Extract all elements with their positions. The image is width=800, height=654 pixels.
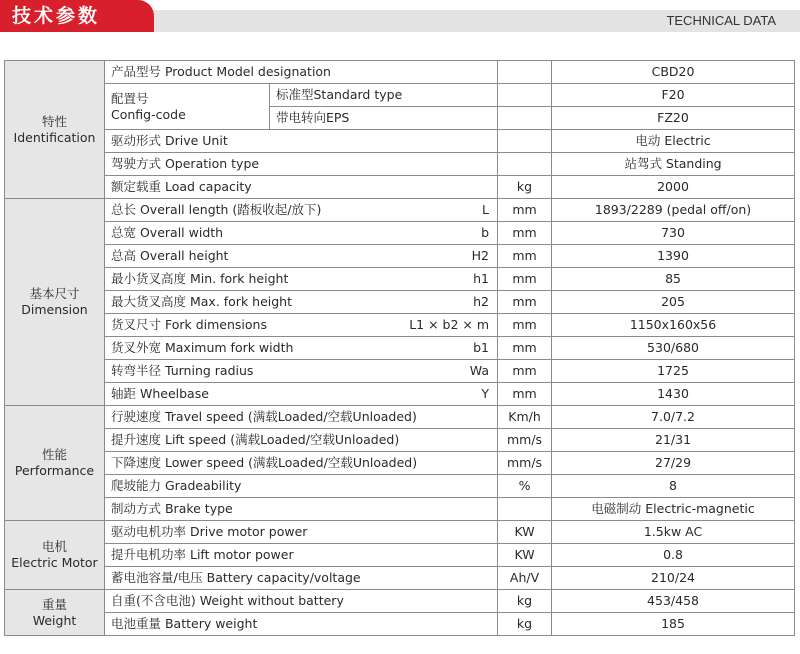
row-value: 1.5kw AC xyxy=(552,521,795,544)
table-row xyxy=(5,199,795,222)
row-label: 总宽 Overall width b xyxy=(105,222,498,245)
row-value: 1893/2289 (pedal off/on) xyxy=(552,199,795,222)
table-row xyxy=(5,567,795,590)
row-unit: Ah/V xyxy=(498,567,552,590)
row-value: 7.0/7.2 xyxy=(552,406,795,429)
row-label: 爬坡能力 Gradeability xyxy=(105,475,498,498)
table-row xyxy=(5,360,795,383)
row-unit: KW xyxy=(498,544,552,567)
table-row xyxy=(5,590,795,613)
row-label: 蓄电池容量/电压 Battery capacity/voltage xyxy=(105,567,498,590)
table-row xyxy=(5,521,795,544)
row-value: 2000 xyxy=(552,176,795,199)
table-row xyxy=(5,130,795,153)
row-unit: mm xyxy=(498,360,552,383)
row-unit xyxy=(498,130,552,153)
config-eps-label: 带电转向EPS xyxy=(270,107,498,130)
row-value: 电磁制动 Electric-magnetic xyxy=(552,498,795,521)
row-value: 730 xyxy=(552,222,795,245)
table-row xyxy=(5,153,795,176)
row-value: 1725 xyxy=(552,360,795,383)
page-title: 技术参数 xyxy=(12,5,101,27)
row-unit xyxy=(498,153,552,176)
table-row xyxy=(5,268,795,291)
row-value: 530/680 xyxy=(552,337,795,360)
row-unit: mm xyxy=(498,222,552,245)
page-header xyxy=(0,0,800,36)
row-value: FZ20 xyxy=(552,107,795,130)
table-row xyxy=(5,544,795,567)
table-row xyxy=(5,61,795,84)
row-symbol: b xyxy=(481,225,490,240)
spec-table xyxy=(4,60,795,636)
row-symbol: h1 xyxy=(473,271,490,286)
table-row xyxy=(5,245,795,268)
row-unit: mm xyxy=(498,268,552,291)
row-symbol: h2 xyxy=(473,294,490,309)
group-dimension: 基本尺寸 Dimension xyxy=(5,199,105,406)
row-label: 驱动形式 Drive Unit xyxy=(105,130,498,153)
row-value: 85 xyxy=(552,268,795,291)
row-label: 提升电机功率 Lift motor power xyxy=(105,544,498,567)
row-value: 电动 Electric xyxy=(552,130,795,153)
row-value: 27/29 xyxy=(552,452,795,475)
group-identification: 特性 Identification xyxy=(5,61,105,199)
row-unit: % xyxy=(498,475,552,498)
row-symbol: L1 × b2 × m xyxy=(409,317,490,332)
row-label: 行驶速度 Travel speed (满载Loaded/空载Unloaded) xyxy=(105,406,498,429)
row-unit: Km/h xyxy=(498,406,552,429)
row-unit: mm xyxy=(498,291,552,314)
group-motor: 电机 Electric Motor xyxy=(5,521,105,590)
row-unit xyxy=(498,61,552,84)
page-subtitle: TECHNICAL DATA xyxy=(666,13,776,28)
row-unit xyxy=(498,84,552,107)
row-label: 转弯半径 Turning radius Wa xyxy=(105,360,498,383)
table-row xyxy=(5,475,795,498)
row-value: 185 xyxy=(552,613,795,636)
row-unit: mm xyxy=(498,199,552,222)
row-unit: mm xyxy=(498,314,552,337)
row-label: 总高 Overall height H2 xyxy=(105,245,498,268)
table-row xyxy=(5,291,795,314)
row-unit: kg xyxy=(498,590,552,613)
table-row xyxy=(5,613,795,636)
row-label: 电池重量 Battery weight xyxy=(105,613,498,636)
row-unit: kg xyxy=(498,613,552,636)
row-unit: mm/s xyxy=(498,452,552,475)
row-value: F20 xyxy=(552,84,795,107)
row-label: 最大货叉高度 Max. fork height h2 xyxy=(105,291,498,314)
row-unit: mm xyxy=(498,337,552,360)
table-row xyxy=(5,452,795,475)
row-unit xyxy=(498,498,552,521)
row-label: 产品型号 Product Model designation xyxy=(105,61,498,84)
row-label: 下降速度 Lower speed (满载Loaded/空载Unloaded) xyxy=(105,452,498,475)
header-red-tab xyxy=(0,0,154,32)
row-symbol: Y xyxy=(481,386,490,401)
row-value: 站驾式 Standing xyxy=(552,153,795,176)
row-label: 货叉外宽 Maximum fork width b1 xyxy=(105,337,498,360)
table-row xyxy=(5,406,795,429)
row-value: 453/458 xyxy=(552,590,795,613)
row-label: 自重(不含电池) Weight without battery xyxy=(105,590,498,613)
row-label: 驾驶方式 Operation type xyxy=(105,153,498,176)
table-row xyxy=(5,429,795,452)
row-value: 205 xyxy=(552,291,795,314)
row-value: CBD20 xyxy=(552,61,795,84)
row-symbol: b1 xyxy=(473,340,490,355)
row-unit: mm xyxy=(498,383,552,406)
table-row xyxy=(5,84,795,107)
row-unit: mm/s xyxy=(498,429,552,452)
row-symbol: L xyxy=(482,202,490,217)
row-unit: kg xyxy=(498,176,552,199)
row-symbol: H2 xyxy=(471,248,490,263)
row-unit xyxy=(498,107,552,130)
row-symbol: Wa xyxy=(469,363,490,378)
row-value: 21/31 xyxy=(552,429,795,452)
table-row xyxy=(5,383,795,406)
row-value: 210/24 xyxy=(552,567,795,590)
row-value: 1150x160x56 xyxy=(552,314,795,337)
table-row xyxy=(5,498,795,521)
row-value: 1390 xyxy=(552,245,795,268)
config-code-label: 配置号 Config-code xyxy=(105,84,270,130)
group-performance: 性能 Performance xyxy=(5,406,105,521)
row-label: 总长 Overall length (踏板收起/放下) L xyxy=(105,199,498,222)
row-label: 驱动电机功率 Drive motor power xyxy=(105,521,498,544)
table-row xyxy=(5,222,795,245)
table-row xyxy=(5,314,795,337)
group-weight: 重量 Weight xyxy=(5,590,105,636)
table-row xyxy=(5,337,795,360)
row-label: 制动方式 Brake type xyxy=(105,498,498,521)
row-unit: KW xyxy=(498,521,552,544)
row-value: 0.8 xyxy=(552,544,795,567)
row-value: 1430 xyxy=(552,383,795,406)
row-label: 提升速度 Lift speed (满载Loaded/空载Unloaded) xyxy=(105,429,498,452)
row-label: 最小货叉高度 Min. fork height h1 xyxy=(105,268,498,291)
row-unit: mm xyxy=(498,245,552,268)
row-label: 货叉尺寸 Fork dimensions L1 × b2 × m xyxy=(105,314,498,337)
row-label: 额定载重 Load capacity xyxy=(105,176,498,199)
row-value: 8 xyxy=(552,475,795,498)
config-standard-label: 标准型Standard type xyxy=(270,84,498,107)
row-label: 轴距 Wheelbase Y xyxy=(105,383,498,406)
table-row xyxy=(5,176,795,199)
